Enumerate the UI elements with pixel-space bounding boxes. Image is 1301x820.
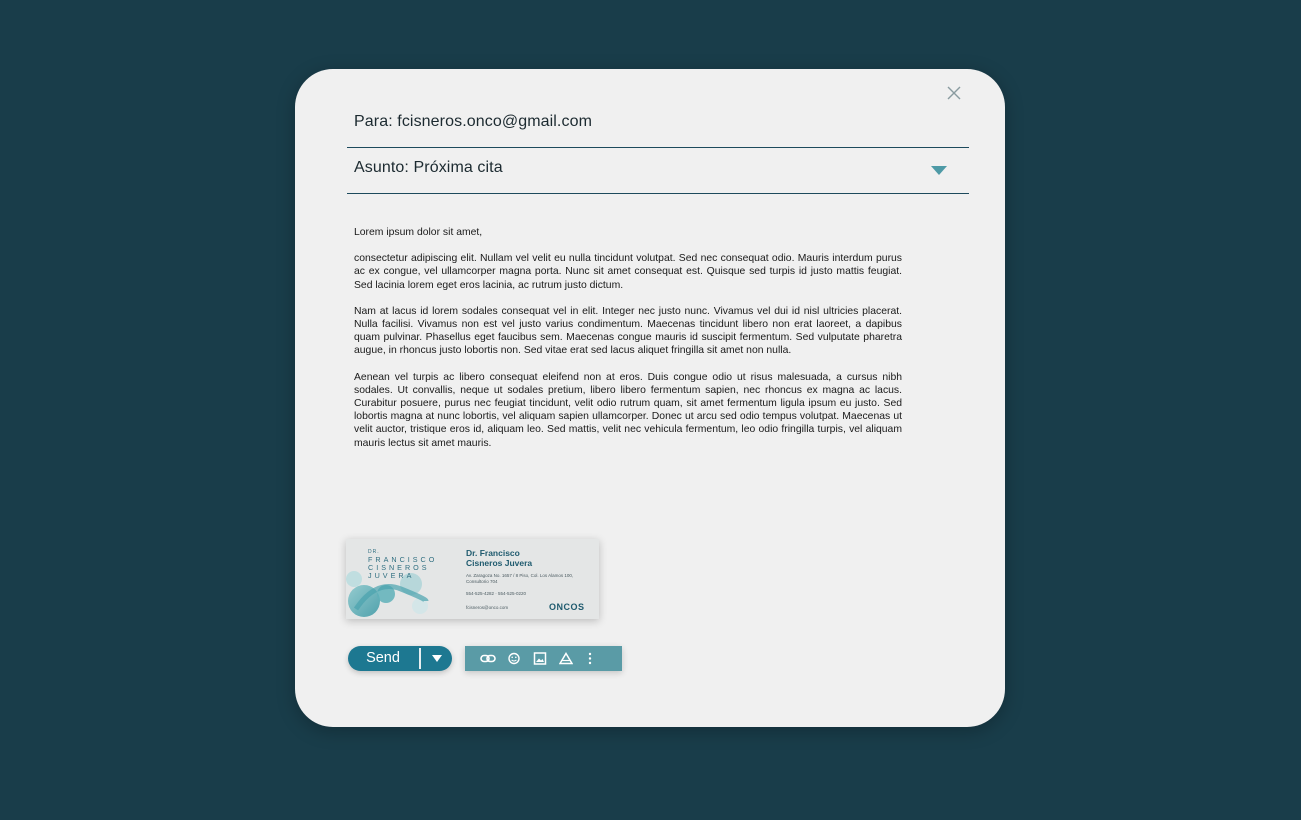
body-paragraph: consectetur adipiscing elit. Nullam vel velit eu nulla tincidunt volutpat. Sed nec consequat odio. Mauris interdum purus ac ex congue, vel ullamcorper magna porta. Nunc sit amet consequat est. Quisque sed turpis id justo mattis feugiat. Sed lacinia lorem eget eros lacinia, ac rutrum justo dictum. bbox=[354, 253, 902, 291]
email-signature bbox=[346, 539, 599, 619]
signature-email: fcisneros@onco.com bbox=[466, 605, 509, 610]
more-icon[interactable] bbox=[579, 646, 601, 671]
signature-address: Av. Zaragoza No. 1657 / 8 Piso, Col. Los Alamos 100, Consultorio 704 bbox=[466, 573, 574, 584]
send-divider bbox=[419, 648, 421, 669]
send-button[interactable]: Send bbox=[366, 650, 400, 666]
body-paragraph: Lorem ipsum dolor sit amet, bbox=[354, 227, 483, 238]
send-button-group bbox=[348, 646, 452, 671]
subject-field[interactable] bbox=[347, 149, 969, 194]
signature-phones: 554-525-4282 · 554-525-0220 bbox=[466, 591, 527, 596]
emoji-icon[interactable] bbox=[503, 646, 525, 671]
signature-brand: ONCOS bbox=[549, 602, 585, 612]
send-options-chevron-icon[interactable] bbox=[422, 646, 452, 671]
format-toolbar bbox=[465, 646, 622, 671]
chevron-down-icon[interactable] bbox=[931, 166, 947, 175]
subject-label: Asunto: Próxima cita bbox=[354, 159, 503, 176]
message-body[interactable] bbox=[354, 226, 902, 463]
to-field[interactable] bbox=[347, 103, 969, 148]
link-icon[interactable] bbox=[476, 646, 498, 671]
compose-window bbox=[295, 69, 1005, 727]
body-paragraph: Aenean vel turpis ac libero consequat eleifend non at eros. Duis congue odio ut risus malesuada, a cursus nibh sodales. Ut convallis, neque ut sodales pretium, libero libero fermentum sapien, nec rhoncus ex magna ac lacus. Curabitur posuere, purus nec feugiat tincidunt, velit odio rutrum quam, sit amet fermentum ligula ipsum eu justo. Sed lobortis magna at nunc lobortis, vel aliquam sapien ullamcorper. Donec ut arcu sed odio tempus volutpat. Maecenas ut velit auctor, tristique eros id, aliquam leo. Sed mattis, velit nec vehicula fermentum, leo odio fringilla turpis, vel aliquam mauris lectus sit amet mauris. bbox=[354, 371, 902, 449]
drive-icon[interactable] bbox=[555, 646, 577, 671]
to-label: Para: fcisneros.onco@gmail.com bbox=[354, 113, 592, 130]
signature-logo: DR. FRANCISCO CISNEROS JUVERA bbox=[368, 549, 438, 580]
close-icon[interactable] bbox=[944, 83, 964, 103]
signature-name: Dr. Francisco Cisneros Juvera bbox=[466, 548, 533, 568]
body-paragraph: Nam at lacus id lorem sodales consequat vel in elit. Integer nec justo nunc. Vivamus vel dui id nisl ultricies placerat. Nulla facilisi. Vivamus non est vel justo varius condimentum. Maecenas tincidunt libero non erat laoreet, a dapibus quam pulvinar. Phasellus eget faucibus sem. Maecenas congue mauris id suscipit fermentum. Sed vulputate pharetra augue, in rhoncus justo lobortis non. Sed vitae erat sed lacus aliquet fringilla sit amet non nulla. bbox=[354, 305, 902, 357]
image-icon[interactable] bbox=[529, 646, 551, 671]
